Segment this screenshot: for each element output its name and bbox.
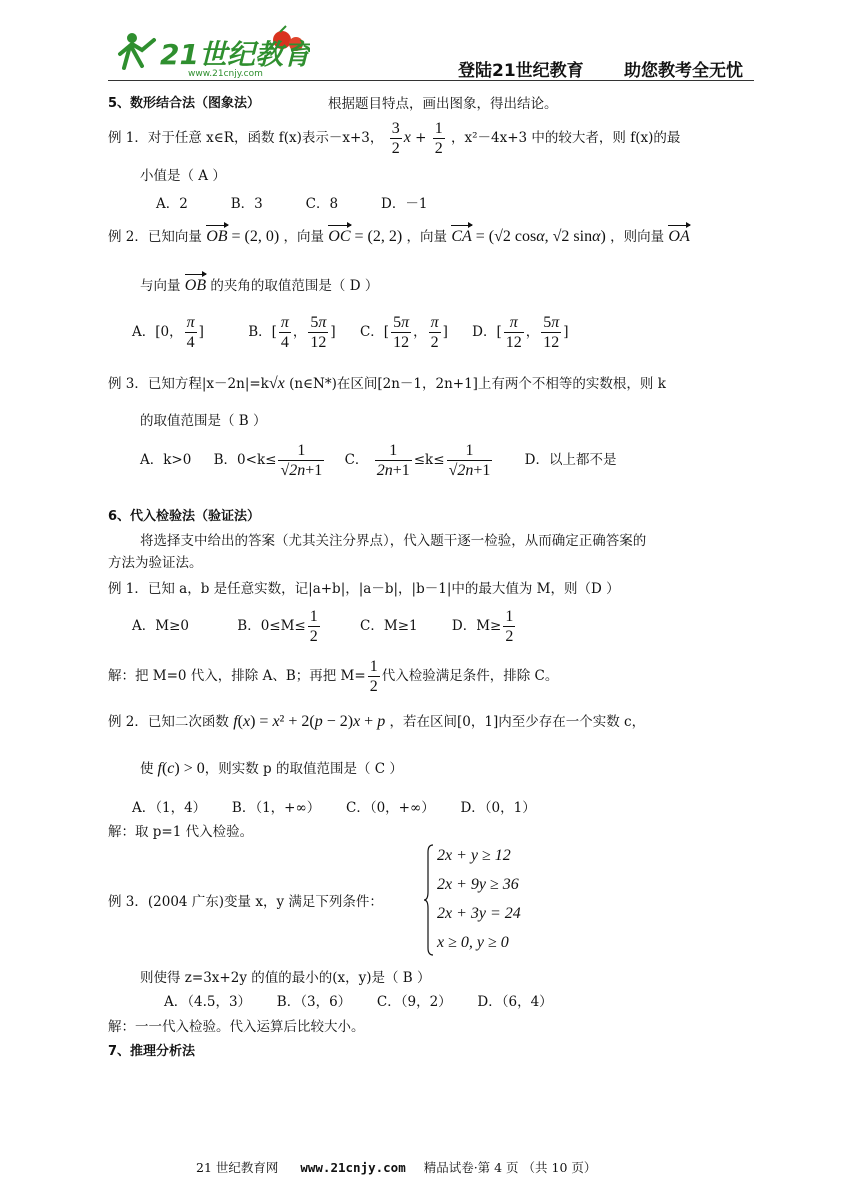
footer xyxy=(196,1158,596,1176)
system-eq-1: 2x + y ≥ 12 xyxy=(437,847,511,864)
s5-ex3-line1: 例 3．已知方程|x－2n|=k√x (n∈N*)在区间[2n－1，2n+1]上有两个不相等的实数根，则 k xyxy=(108,375,666,392)
section-7-title: 7、推理分析法 xyxy=(108,1044,196,1059)
s5-ex3-text-b: (n∈N*)在区间[2n－1，2n+1]上有两个不相等的实数根，则 k xyxy=(289,376,666,392)
s6-ex3: 例 3．(2004 广东)变量 x，y 满足下列条件： xyxy=(108,894,383,910)
s6-sol1: 解：把 M=0 代入，排除 A、B；再把 M= $\frac{1}{2}$ 代入检验满足条件，排除 C。 xyxy=(108,658,559,695)
s6-sol3: 解：一一代入检验。代入运算后比较大小。 xyxy=(108,1019,365,1035)
frac-3-2: $\frac{3}{2}$ xyxy=(391,120,400,157)
s5-ex1-line1: 例 1．对于任意 x∈R，函数 f(x)表示－x+3， $\frac{3}{2}$ x + $\frac{1}{2}$ ，x²－4x+3 中的较大者，则 f(x)的最 xyxy=(108,120,681,157)
system-eq-4: x ≥ 0, y ≥ 0 xyxy=(437,934,509,951)
s5-ex2-text-a: 例 2．已知向量 xyxy=(108,229,202,245)
logo-text: 21世纪教育 xyxy=(160,38,310,71)
footer-site-cn: 21 世纪教育网 xyxy=(196,1160,279,1175)
s6-sol2: 解：取 p=1 代入检验。 xyxy=(108,824,254,840)
s6-ex1-options: A．M≥0 B．0≤M≤ $\frac{1}{2}$ C．M≥1 D．M≥ $\frac{1}{2}$ xyxy=(132,608,514,645)
s5-ex2-text-e: 与向量 xyxy=(140,278,181,294)
system-eq-2: 2x + 9y ≥ 36 xyxy=(437,876,519,893)
s5-ex2-text-d: ，则向量 xyxy=(610,229,665,245)
logo-url: www.21cnjy.com xyxy=(188,69,263,78)
section-6-title: 6、代入检验法（验证法） xyxy=(108,509,261,524)
s6-ex3-options: A．（4.5，3） B．（3，6） C．（9，2） D．（6，4） xyxy=(164,994,553,1010)
s5-ex3-options: A．k>0 B．0<k≤ $\frac{1}{√2n+1}$ C． $\frac{1}{2n+1}$ ≤k≤ $\frac{1}{√2n+1}$ D．以上都不是 xyxy=(140,442,617,479)
s5-ex2-text-f: 的夹角的取值范围是（ D ） xyxy=(210,278,379,294)
footer-page-info: 精品试卷·第 4 页 （共 10 页） xyxy=(423,1160,597,1175)
s6-ex1: 例 1．已知 a，b 是任意实数，记|a+b|，|a－b|，|b－1|中的最大值为 M，则（D ） xyxy=(108,581,620,597)
logo xyxy=(110,24,310,78)
header-rule xyxy=(108,80,754,81)
s6-para-2: 方法为验证法。 xyxy=(108,555,203,571)
s5-ex1-text-b: ，x²－4x+3 中的较大者，则 f(x)的最 xyxy=(451,130,681,146)
frac-1-2: $\frac{1}{2}$ xyxy=(434,120,443,157)
header-slogan-left: 登陆21世纪教育 xyxy=(458,61,584,81)
s5-ex2-options: A．[0， $\frac{\pi}{4}$ ] B．[ $\frac{\pi}{4}$ ， $\frac{5\pi}{12}$ ] C．[ $\frac{5\pi}{12}$ ， $\frac{\pi}{2}$ ] D．[ $\frac{\pi}{12}$ ， $\frac{5\pi}{12}$ ] xyxy=(132,314,569,351)
system-brace xyxy=(424,844,434,956)
s6-ex2-line2: 使 f(c) > 0，则实数 p 的取值范围是（ C ） xyxy=(140,760,403,777)
section-5-title: 5、数形结合法（图象法） xyxy=(108,96,261,111)
s6-ex2-line1: 例 2．已知二次函数 f(x) = x² + 2(p − 2)x + p ，若在区间[0，1]内至少存在一个实数 c， xyxy=(108,713,646,730)
system-eq-3: 2x + 3y = 24 xyxy=(437,905,521,922)
s5-ex2-line2: 与向量 OB 的夹角的取值范围是（ D ） xyxy=(140,277,379,294)
s5-ex2-text-c: ，向量 xyxy=(406,229,448,245)
s5-ex1-text-a: 例 1．对于任意 x∈R，函数 f(x)表示－x+3， xyxy=(108,130,384,146)
header-slogan-right: 助您教考全无忧 xyxy=(624,61,743,81)
footer-site-url[interactable]: www.21cnjy.com xyxy=(300,1160,406,1175)
s5-ex3-line2: 的取值范围是（ B ） xyxy=(140,413,267,429)
s6-ex3-question: 则使得 z=3x+2y 的值的最小的(x，y)是（ B ） xyxy=(140,970,431,986)
s5-ex1-line2: 小值是（ A ） xyxy=(140,168,226,184)
s5-ex2-line1: 例 2．已知向量 OB = (2, 0) ，向量 OC = (2, 2) ，向量 CA = (√2 cosα, √2 sinα) ，则向量 OA xyxy=(108,228,690,245)
s6-ex2-options: A．（1，4） B．（1，+∞） C．（0，+∞） D．（0，1） xyxy=(132,800,536,816)
s5-ex2-text-b: ，向量 xyxy=(283,229,324,245)
s5-ex1-options: A．2 B．3 C．8 D．－1 xyxy=(156,196,428,212)
logo-figure-icon xyxy=(110,24,310,78)
section-5-desc: 根据题目特点，画出图象，得出结论。 xyxy=(328,96,558,112)
s6-para-1: 将选择支中给出的答案（尤其关注分界点），代入题干逐一检验，从而确定正确答案的 xyxy=(140,533,647,549)
s5-ex3-text-a: 例 3．已知方程|x－2n|=k xyxy=(108,376,269,392)
